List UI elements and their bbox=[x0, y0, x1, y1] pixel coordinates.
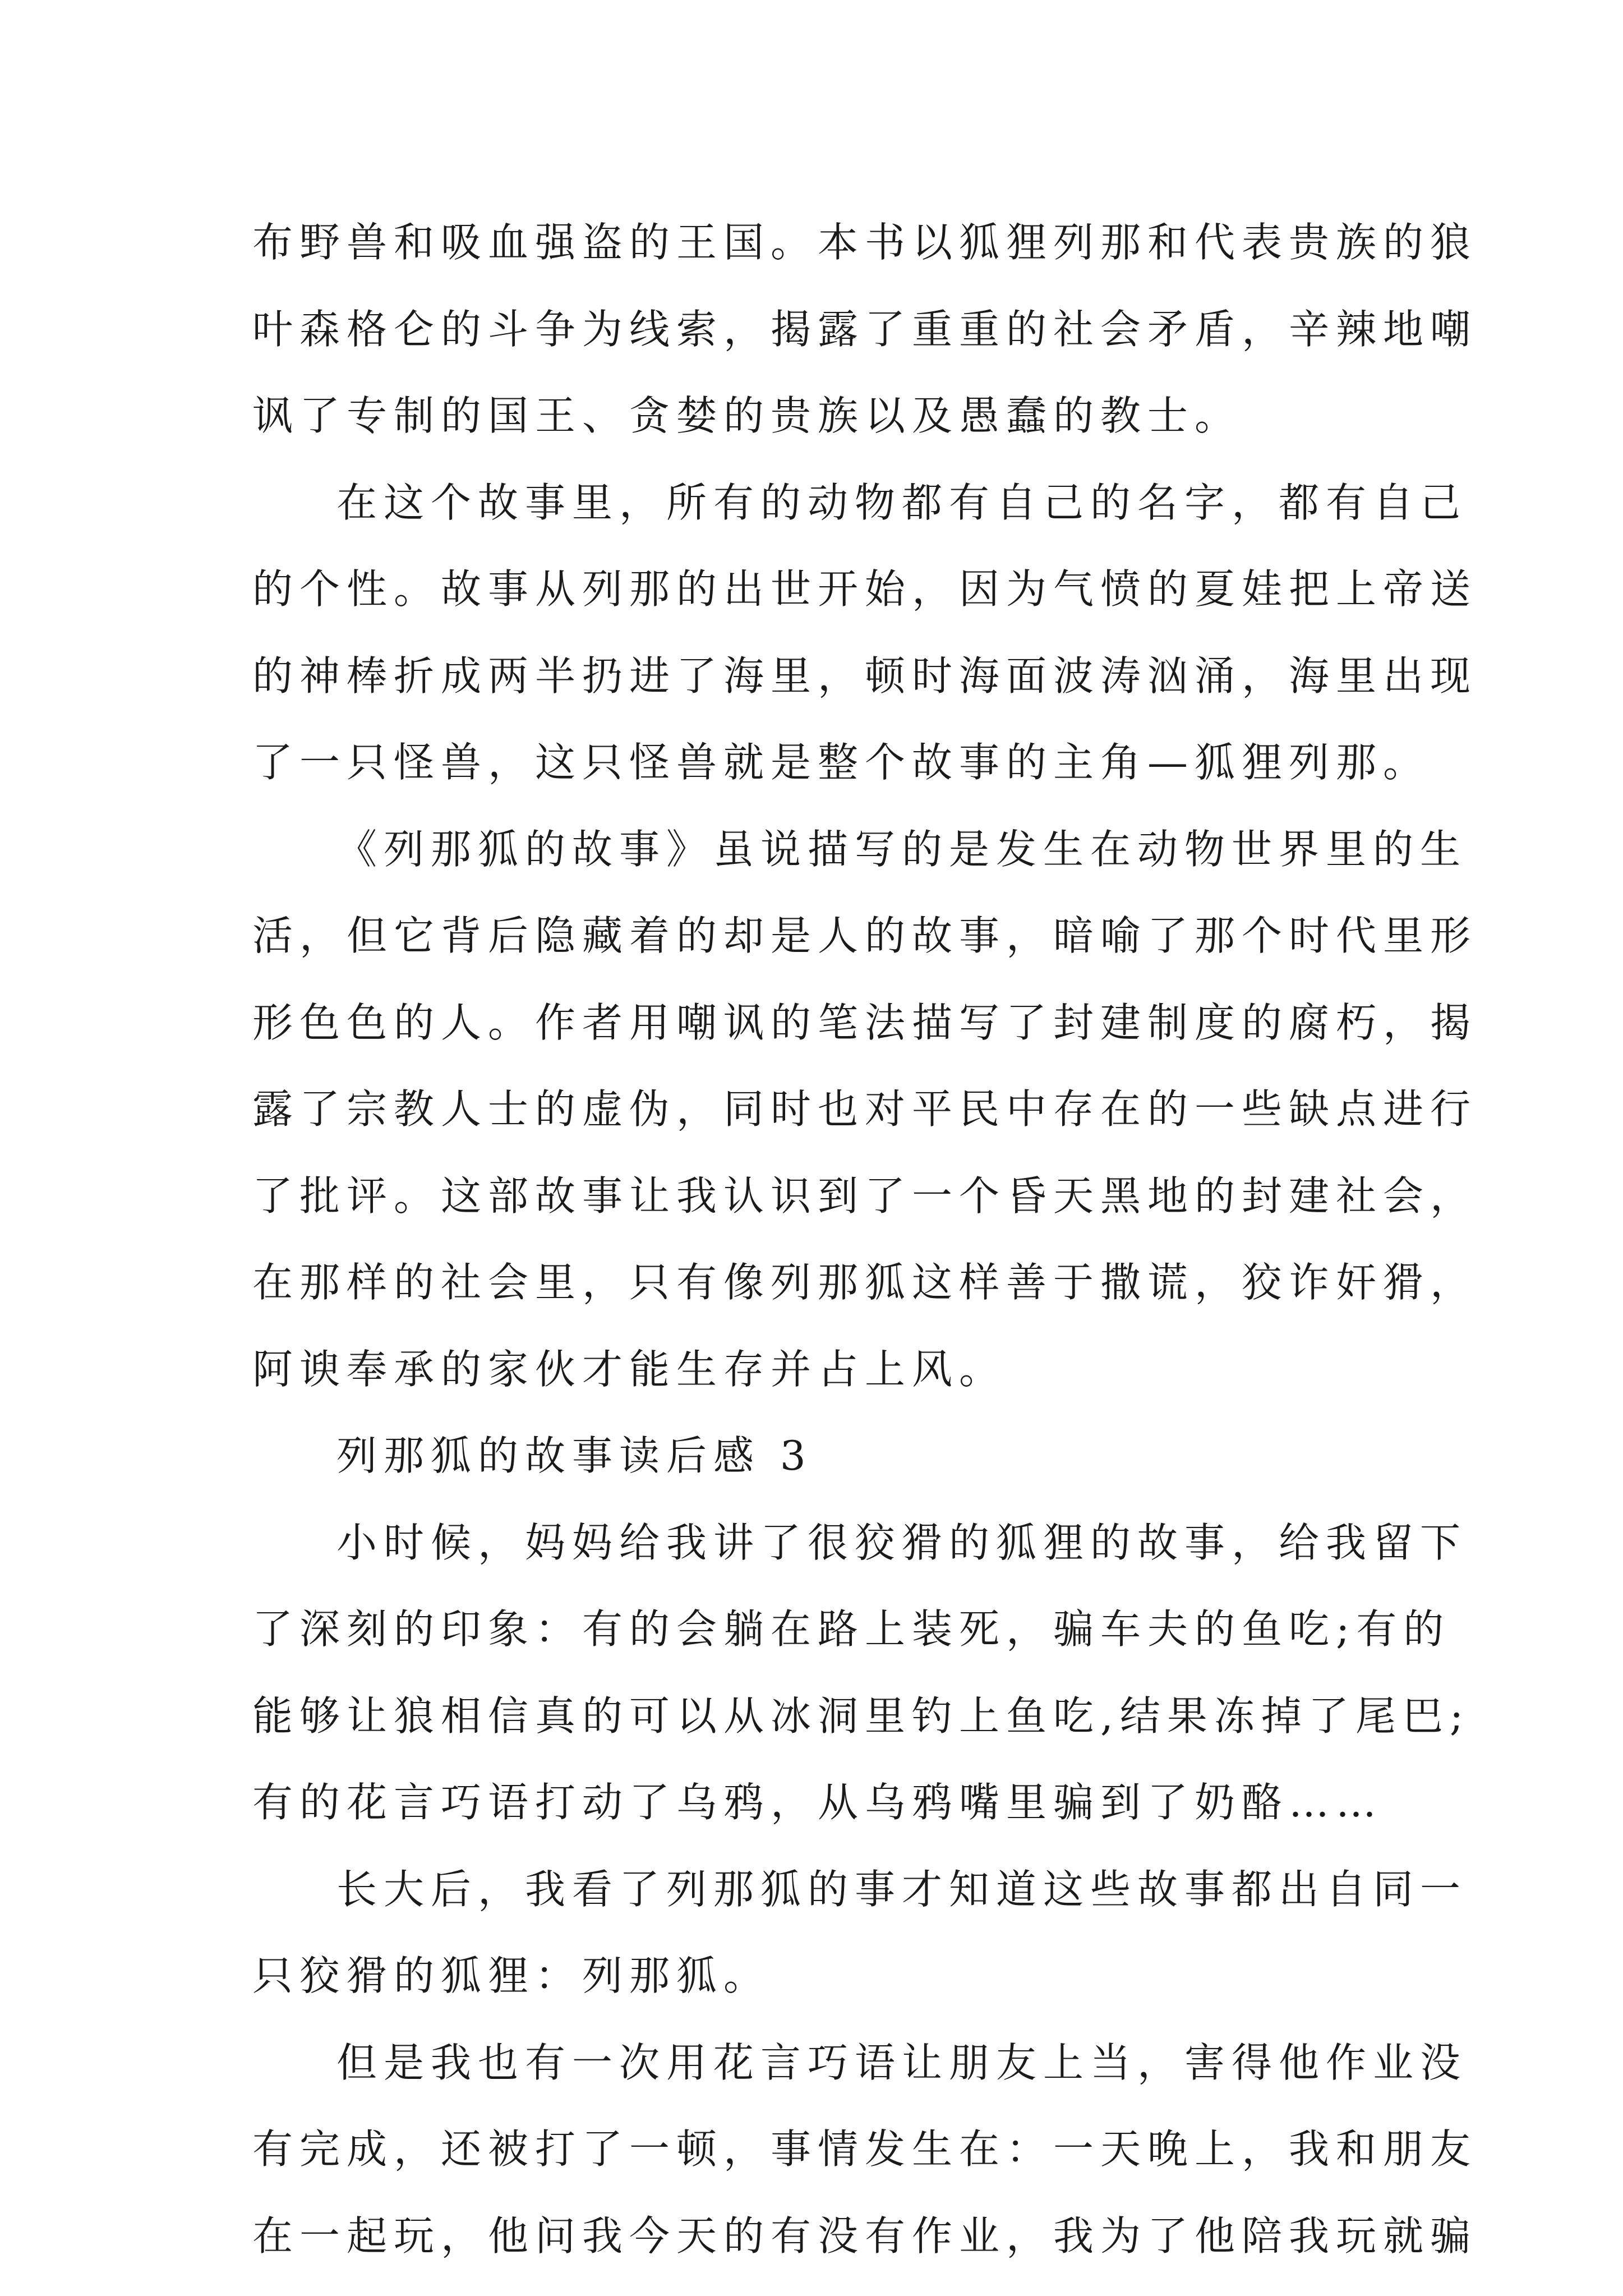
text-line: 形色色的人。作者用嘲讽的笔法描写了封建制度的腐朽，揭 bbox=[252, 999, 1478, 1046]
paragraph-start-line: 《列那狐的故事》虽说描写的是发生在动物世界里的生 bbox=[336, 825, 1468, 873]
text-line: 在一起玩，他问我今天的有没有作业，我为了他陪我玩就骗 bbox=[252, 2212, 1478, 2260]
text-line: 了一只怪兽，这只怪兽就是整个故事的主角—狐狸列那。 bbox=[252, 739, 1431, 786]
paragraph-start-line: 列那狐的故事读后感 3 bbox=[336, 1432, 813, 1479]
text-line: 只狡猾的狐狸：列那狐。 bbox=[252, 1952, 771, 1999]
paragraph-start-line: 小时候，妈妈给我讲了很狡猾的狐狸的故事，给我留下 bbox=[336, 1519, 1468, 1566]
text-line: 露了宗教人士的虚伪，同时也对平民中存在的一些缺点进行 bbox=[252, 1085, 1478, 1133]
paragraph-start-line: 但是我也有一次用花言巧语让朋友上当，害得他作业没 bbox=[336, 2039, 1468, 2086]
paragraph-start-line: 在这个故事里，所有的动物都有自己的名字，都有自己 bbox=[336, 478, 1468, 526]
paragraph-start-line: 长大后，我看了列那狐的事才知道这些故事都出自同一 bbox=[336, 1865, 1468, 1913]
text-line: 有完成，还被打了一顿，事情发生在：一天晚上，我和朋友 bbox=[252, 2125, 1478, 2173]
text-line: 布野兽和吸血强盗的王国。本书以狐狸列那和代表贵族的狼 bbox=[252, 219, 1478, 266]
text-line: 在那样的社会里，只有像列那狐这样善于撒谎，狡诈奸猾， bbox=[252, 1259, 1478, 1306]
text-line: 能够让狼相信真的可以从冰洞里钓上鱼吃,结果冻掉了尾巴; bbox=[252, 1692, 1470, 1740]
text-line: 了批评。这部故事让我认识到了一个昏天黑地的封建社会， bbox=[252, 1172, 1478, 1220]
body-text bbox=[252, 199, 1478, 2279]
text-line: 了深刻的印象：有的会躺在路上装死，骗车夫的鱼吃;有的 bbox=[252, 1605, 1451, 1653]
text-line: 的神棒折成两半扔进了海里，顿时海面波涛汹涌，海里出现 bbox=[252, 652, 1478, 700]
text-line: 阿谀奉承的家伙才能生存并占上风。 bbox=[252, 1345, 1007, 1393]
text-line: 的个性。故事从列那的出世开始，因为气愤的夏娃把上帝送 bbox=[252, 565, 1478, 613]
text-line: 活，但它背后隐藏着的却是人的故事，暗喻了那个时代里形 bbox=[252, 912, 1478, 959]
text-line: 叶森格仑的斗争为线索，揭露了重重的社会矛盾，辛辣地嘲 bbox=[252, 305, 1478, 353]
text-line: 有的花言巧语打动了乌鸦，从乌鸦嘴里骗到了奶酪…… bbox=[252, 1779, 1384, 1826]
text-line: 讽了专制的国王、贪婪的贵族以及愚蠢的教士。 bbox=[252, 392, 1242, 439]
